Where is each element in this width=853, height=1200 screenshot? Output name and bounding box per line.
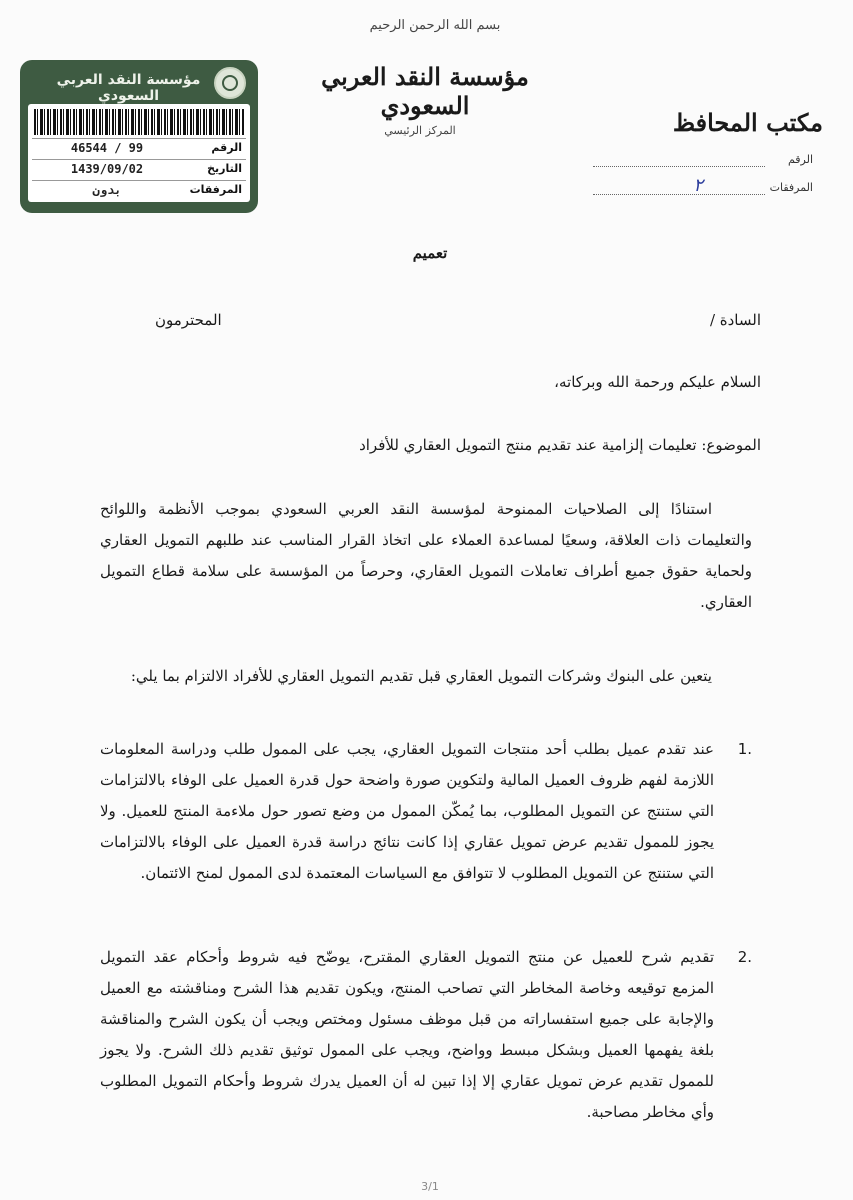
stamp-attachments-value: بدون: [92, 183, 122, 197]
stamp-number-value: 46544 / 99: [70, 141, 144, 155]
stamp-number-label: الرقم: [211, 141, 242, 154]
dotted-line: [593, 166, 765, 167]
handwritten-mark: ٢: [693, 175, 703, 196]
intro-paragraph: استنادًا إلى الصلاحيات الممنوحة لمؤسسة النقد العربي السعودي بموجب الأنظمة واللوائح والتعليمات ذات العلاقة، وسعيًا لمساعدة العملاء على اتخاذ القرار المناسب عند طلبهم التمويل العقاري ولحماية حقوق جميع أطراف تعاملات التمويل العقاري، وحرصاً من المؤسسة على سلامة قطاع التمويل العقاري.: [100, 500, 752, 611]
seal-icon: [214, 67, 246, 99]
list-item-text: عند تقدم عميل بطلب أحد منتجات التمويل العقاري، يجب على الممول طلب ودراسة المعلومات اللازمة لفهم ظروف العميل المالية ولتكوين صورة واضحة حول قدرة العميل على الوفاء بالالتزامات التي ستنتج عن التمويل المطلوب، بما يُمكّن الممول من وضع تصور حول ملاءمة المنتج للعميل. ولا يجوز للممول تقديم عرض تمويل عقاري إذا كانت نتائج دراسة قدرة العميل على الوفاء بالالتزامات التي ستنتج عن التمويل المطلوب لا تتوافق مع السياسات المعتمدة لدى الممول لمنح الائتمان.: [100, 740, 714, 882]
office-title: مكتب المحافظ: [672, 108, 823, 137]
office-number-label: الرقم: [787, 153, 813, 166]
branch-label: المركز الرئيسي: [384, 124, 456, 137]
stamp-row-number: [32, 138, 246, 157]
organization-title: مؤسسة النقد العربي السعودي: [321, 62, 529, 120]
dotted-line: [593, 194, 765, 195]
office-attachments-label: المرفقات: [769, 181, 813, 194]
respected-label: المحترمون: [155, 311, 222, 329]
stamp-date-value: 1439/09/02: [70, 162, 144, 176]
greeting: السلام عليكم ورحمة الله وبركاته،: [554, 373, 761, 391]
barcode-panel: [28, 104, 250, 202]
stamp-row-attachments: [32, 180, 246, 199]
list-item-number: 1.: [737, 740, 752, 758]
list-item-text: تقديم شرح للعميل عن منتج التمويل العقاري المقترح، يوضّح فيه شروط وأحكام عقد التمويل المزمع توقيعه وخاصة المخاطر التي تصاحب المنتج، ويكون تقديم هذا الشرح ومناقشته مع العميل والإجابة على جميع استفساراته من قبل موظف مسئول ومختص ويجب أن يكون الشرح والمناقشة بلغة يفهمها العميل وبشكل مبسط وواضح، ويجب على الممول توثيق تقديم ذلك الشرح. ولا يجوز للممول تقديم عرض تمويل عقاري إلا إذا تبين له أن العميل يدرك شروط وأحكام التمويل المطلوب وأي مخاطر مصاحبة.: [100, 948, 714, 1121]
obligation-paragraph: يتعين على البنوك وشركات التمويل العقاري قبل تقديم التمويل العقاري للأفراد الالتزام بما يلي:: [130, 667, 712, 685]
stamp-row-date: [32, 159, 246, 178]
stamp-date-label: التاريخ: [207, 162, 242, 175]
barcode-icon: [34, 109, 244, 135]
list-item-number: 2.: [737, 948, 752, 966]
basmala: بسم الله الرحمن الرحيم: [369, 18, 501, 33]
office-number-line: [593, 153, 813, 173]
circular-heading: تعميم: [412, 244, 448, 262]
page-number: 3/1: [421, 1180, 439, 1193]
subject-line: الموضوع: تعليمات إلزامية عند تقديم منتج التمويل العقاري للأفراد: [359, 436, 761, 454]
office-attachments-line: [593, 175, 813, 201]
addressee: السادة /: [709, 311, 761, 329]
stamp-title: مؤسسة النقد العربي السعودي: [56, 72, 201, 104]
registry-stamp: [20, 60, 258, 213]
stamp-attachments-label: المرفقات: [189, 183, 242, 196]
